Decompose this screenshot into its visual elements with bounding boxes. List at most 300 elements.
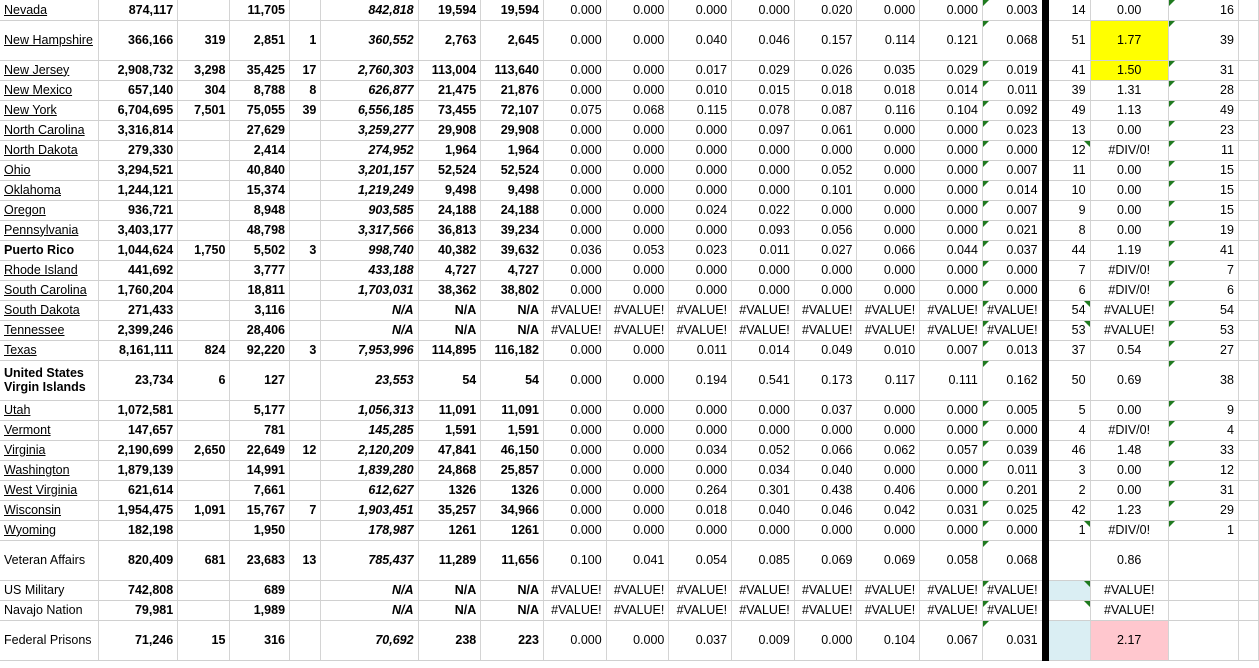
cell-rate-1: 0.000 bbox=[543, 180, 606, 200]
cell-spacer bbox=[1238, 260, 1258, 280]
cell-rate-3: 0.000 bbox=[669, 280, 732, 300]
cell-ratio: #VALUE! bbox=[1090, 320, 1168, 340]
row-label-navajo-nation: Navajo Nation bbox=[0, 600, 98, 620]
table-row[interactable] bbox=[0, 540, 1259, 580]
cell-total-tests: 71,246 bbox=[98, 620, 177, 660]
row-label-new-york[interactable]: New York bbox=[0, 100, 98, 120]
cell-col5-italic: 3,317,566 bbox=[321, 220, 418, 240]
cell-col7: 19,594 bbox=[481, 0, 544, 20]
cell-col5-italic: N/A bbox=[321, 600, 418, 620]
cell-col5-italic: 1,056,313 bbox=[321, 400, 418, 420]
cell-rank bbox=[1045, 600, 1090, 620]
cell-rate-2: 0.000 bbox=[606, 420, 669, 440]
cell-rate-3: 0.000 bbox=[669, 120, 732, 140]
cell-col7: 2,645 bbox=[481, 20, 544, 60]
row-label-oklahoma[interactable]: Oklahoma bbox=[0, 180, 98, 200]
cell-rate-4: 0.541 bbox=[732, 360, 795, 400]
cell-ratio: 0.54 bbox=[1090, 340, 1168, 360]
row-label-tennessee[interactable]: Tennessee bbox=[0, 320, 98, 340]
table-row[interactable] bbox=[0, 60, 1259, 80]
cell-col6: 36,813 bbox=[418, 220, 481, 240]
table-row[interactable] bbox=[0, 220, 1259, 240]
cell-rate-1: 0.000 bbox=[543, 120, 606, 140]
cell-total-tests: 271,433 bbox=[98, 300, 177, 320]
cell-col2: 1,091 bbox=[178, 500, 230, 520]
cell-col2: 681 bbox=[178, 540, 230, 580]
table-row[interactable] bbox=[0, 440, 1259, 460]
cell-rate-1: 0.000 bbox=[543, 0, 606, 20]
cell-rate-2: 0.000 bbox=[606, 160, 669, 180]
row-label-north-carolina[interactable]: North Carolina bbox=[0, 120, 98, 140]
cell-spacer bbox=[1238, 620, 1258, 660]
cell-rate-4: 0.301 bbox=[732, 480, 795, 500]
cell-rate-2: #VALUE! bbox=[606, 600, 669, 620]
cell-ratio: #DIV/0! bbox=[1090, 140, 1168, 160]
row-label-washington[interactable]: Washington bbox=[0, 460, 98, 480]
cell-spacer bbox=[1238, 100, 1258, 120]
cell-rank: 6 bbox=[1045, 280, 1090, 300]
cell-col4 bbox=[290, 600, 321, 620]
table-row[interactable] bbox=[0, 620, 1259, 660]
row-label-pennsylvania[interactable]: Pennsylvania bbox=[0, 220, 98, 240]
cell-rate-8: 0.068 bbox=[982, 20, 1045, 60]
table-row[interactable] bbox=[0, 120, 1259, 140]
row-label-new-hampshire[interactable]: New Hampshire bbox=[0, 20, 98, 60]
cell-col3: 22,649 bbox=[230, 440, 290, 460]
row-label-vermont[interactable]: Vermont bbox=[0, 420, 98, 440]
cell-spacer bbox=[1238, 300, 1258, 320]
cell-col3: 15,767 bbox=[230, 500, 290, 520]
cell-col5-italic: 3,259,277 bbox=[321, 120, 418, 140]
cell-col2: 319 bbox=[178, 20, 230, 60]
cell-last-rank: 9 bbox=[1168, 400, 1238, 420]
cell-total-tests: 2,908,732 bbox=[98, 60, 177, 80]
cell-rate-6: 0.000 bbox=[857, 460, 920, 480]
row-label-utah[interactable]: Utah bbox=[0, 400, 98, 420]
cell-rate-2: 0.000 bbox=[606, 120, 669, 140]
cell-ratio: 0.86 bbox=[1090, 540, 1168, 580]
cell-rate-4: #VALUE! bbox=[732, 580, 795, 600]
cell-col3: 35,425 bbox=[230, 60, 290, 80]
cell-rate-7: 0.000 bbox=[920, 460, 983, 480]
cell-spacer bbox=[1238, 140, 1258, 160]
row-label-new-jersey[interactable]: New Jersey bbox=[0, 60, 98, 80]
cell-rate-6: 0.116 bbox=[857, 100, 920, 120]
cell-col6: 114,895 bbox=[418, 340, 481, 360]
cell-rate-7: 0.067 bbox=[920, 620, 983, 660]
table-row[interactable] bbox=[0, 180, 1259, 200]
cell-spacer bbox=[1238, 600, 1258, 620]
row-label-south-carolina[interactable]: South Carolina bbox=[0, 280, 98, 300]
table-row[interactable] bbox=[0, 500, 1259, 520]
cell-rate-5: 0.061 bbox=[794, 120, 857, 140]
cell-col2 bbox=[178, 300, 230, 320]
table-row[interactable] bbox=[0, 520, 1259, 540]
table-row[interactable] bbox=[0, 300, 1259, 320]
cell-spacer bbox=[1238, 460, 1258, 480]
cell-rate-3: 0.000 bbox=[669, 260, 732, 280]
table-row[interactable] bbox=[0, 80, 1259, 100]
cell-rate-6: 0.000 bbox=[857, 400, 920, 420]
cell-col2: 304 bbox=[178, 80, 230, 100]
cell-rate-8: 0.011 bbox=[982, 80, 1045, 100]
cell-rate-4: 0.040 bbox=[732, 500, 795, 520]
cell-col6: 1261 bbox=[418, 520, 481, 540]
cell-rate-5: 0.056 bbox=[794, 220, 857, 240]
cell-col6: 1326 bbox=[418, 480, 481, 500]
cell-rate-7: 0.007 bbox=[920, 340, 983, 360]
cell-col6: 29,908 bbox=[418, 120, 481, 140]
table-row[interactable] bbox=[0, 140, 1259, 160]
cell-col7: 21,876 bbox=[481, 80, 544, 100]
cell-rate-2: 0.000 bbox=[606, 460, 669, 480]
table-row[interactable] bbox=[0, 280, 1259, 300]
table-row[interactable] bbox=[0, 20, 1259, 60]
cell-col5-italic: 1,839,280 bbox=[321, 460, 418, 480]
cell-rate-1: #VALUE! bbox=[543, 600, 606, 620]
cell-rate-8: #VALUE! bbox=[982, 300, 1045, 320]
cell-rate-1: 0.000 bbox=[543, 260, 606, 280]
cell-rate-7: 0.000 bbox=[920, 480, 983, 500]
cell-col4: 3 bbox=[290, 240, 321, 260]
row-label-oregon[interactable]: Oregon bbox=[0, 200, 98, 220]
cell-rate-2: 0.000 bbox=[606, 220, 669, 240]
cell-rate-8: 0.021 bbox=[982, 220, 1045, 240]
cell-rate-2: 0.000 bbox=[606, 260, 669, 280]
cell-rate-4: 0.000 bbox=[732, 0, 795, 20]
cell-col4 bbox=[290, 460, 321, 480]
cell-rate-4: 0.034 bbox=[732, 460, 795, 480]
table-row[interactable] bbox=[0, 340, 1259, 360]
cell-col5-italic: N/A bbox=[321, 580, 418, 600]
cell-col7: 54 bbox=[481, 360, 544, 400]
cell-rate-5: 0.101 bbox=[794, 180, 857, 200]
cell-rate-4: #VALUE! bbox=[732, 320, 795, 340]
cell-rate-6: 0.104 bbox=[857, 620, 920, 660]
cell-rate-6: 0.035 bbox=[857, 60, 920, 80]
cell-col2: 824 bbox=[178, 340, 230, 360]
cell-rank: 10 bbox=[1045, 180, 1090, 200]
cell-spacer bbox=[1238, 220, 1258, 240]
cell-rate-4: 0.052 bbox=[732, 440, 795, 460]
cell-last-rank: 23 bbox=[1168, 120, 1238, 140]
cell-col3: 8,948 bbox=[230, 200, 290, 220]
cell-rank: 11 bbox=[1045, 160, 1090, 180]
cell-rank: 42 bbox=[1045, 500, 1090, 520]
cell-last-rank bbox=[1168, 580, 1238, 600]
cell-col6: 11,289 bbox=[418, 540, 481, 580]
cell-col2 bbox=[178, 400, 230, 420]
cell-col4 bbox=[290, 260, 321, 280]
cell-last-rank: 31 bbox=[1168, 480, 1238, 500]
table-row[interactable] bbox=[0, 480, 1259, 500]
cell-rate-8: 0.013 bbox=[982, 340, 1045, 360]
cell-last-rank: 4 bbox=[1168, 420, 1238, 440]
row-label-wisconsin[interactable]: Wisconsin bbox=[0, 500, 98, 520]
cell-rate-7: 0.000 bbox=[920, 420, 983, 440]
cell-col4 bbox=[290, 580, 321, 600]
cell-last-rank: 49 bbox=[1168, 100, 1238, 120]
cell-rate-6: #VALUE! bbox=[857, 600, 920, 620]
cell-rate-6: 0.114 bbox=[857, 20, 920, 60]
cell-spacer bbox=[1238, 120, 1258, 140]
cell-total-tests: 1,954,475 bbox=[98, 500, 177, 520]
cell-total-tests: 3,316,814 bbox=[98, 120, 177, 140]
cell-rate-6: 0.117 bbox=[857, 360, 920, 400]
cell-ratio: #VALUE! bbox=[1090, 300, 1168, 320]
cell-total-tests: 936,721 bbox=[98, 200, 177, 220]
cell-rate-7: 0.000 bbox=[920, 520, 983, 540]
row-label-united-states-virgin-islands: United States Virgin Islands bbox=[0, 360, 98, 400]
cell-rate-6: 0.000 bbox=[857, 260, 920, 280]
cell-rate-5: 0.000 bbox=[794, 420, 857, 440]
table-row[interactable] bbox=[0, 360, 1259, 400]
cell-col7: 39,632 bbox=[481, 240, 544, 260]
cell-rate-5: 0.087 bbox=[794, 100, 857, 120]
cell-rate-7: 0.111 bbox=[920, 360, 983, 400]
cell-last-rank: 31 bbox=[1168, 60, 1238, 80]
table-row[interactable] bbox=[0, 420, 1259, 440]
cell-rank: 5 bbox=[1045, 400, 1090, 420]
cell-total-tests: 820,409 bbox=[98, 540, 177, 580]
cell-spacer bbox=[1238, 320, 1258, 340]
cell-last-rank bbox=[1168, 540, 1238, 580]
cell-rate-8: 0.023 bbox=[982, 120, 1045, 140]
cell-col4 bbox=[290, 480, 321, 500]
row-label-south-dakota[interactable]: South Dakota bbox=[0, 300, 98, 320]
cell-rate-7: 0.058 bbox=[920, 540, 983, 580]
cell-rate-8: 0.003 bbox=[982, 0, 1045, 20]
cell-ratio: 0.00 bbox=[1090, 0, 1168, 20]
cell-col4: 1 bbox=[290, 20, 321, 60]
cell-rate-4: 0.015 bbox=[732, 80, 795, 100]
cell-total-tests: 1,244,121 bbox=[98, 180, 177, 200]
row-label-rhode-island[interactable]: Rhode Island bbox=[0, 260, 98, 280]
row-label-west-virginia[interactable]: West Virginia bbox=[0, 480, 98, 500]
table-row[interactable] bbox=[0, 0, 1259, 20]
row-label-wyoming[interactable]: Wyoming bbox=[0, 520, 98, 540]
cell-col6: 19,594 bbox=[418, 0, 481, 20]
row-label-ohio[interactable]: Ohio bbox=[0, 160, 98, 180]
cell-col3: 5,177 bbox=[230, 400, 290, 420]
cell-col3: 27,629 bbox=[230, 120, 290, 140]
cell-rate-3: 0.040 bbox=[669, 20, 732, 60]
cell-rate-5: 0.000 bbox=[794, 200, 857, 220]
cell-rank: 4 bbox=[1045, 420, 1090, 440]
cell-rank: 8 bbox=[1045, 220, 1090, 240]
cell-rate-6: 0.406 bbox=[857, 480, 920, 500]
cell-rate-4: 0.097 bbox=[732, 120, 795, 140]
cell-col4 bbox=[290, 620, 321, 660]
cell-col4 bbox=[290, 400, 321, 420]
cell-last-rank: 53 bbox=[1168, 320, 1238, 340]
cell-rate-6: 0.062 bbox=[857, 440, 920, 460]
cell-col7: 72,107 bbox=[481, 100, 544, 120]
cell-rate-1: 0.000 bbox=[543, 200, 606, 220]
cell-rate-2: #VALUE! bbox=[606, 320, 669, 340]
cell-rank: 13 bbox=[1045, 120, 1090, 140]
table-row[interactable] bbox=[0, 460, 1259, 480]
cell-rate-6: 0.000 bbox=[857, 280, 920, 300]
cell-col6: 21,475 bbox=[418, 80, 481, 100]
cell-rate-6: 0.000 bbox=[857, 140, 920, 160]
cell-rate-8: 0.000 bbox=[982, 280, 1045, 300]
cell-col6: 24,868 bbox=[418, 460, 481, 480]
cell-col5-italic: 903,585 bbox=[321, 200, 418, 220]
cell-last-rank: 29 bbox=[1168, 500, 1238, 520]
cell-rate-7: 0.000 bbox=[920, 280, 983, 300]
cell-ratio: 0.00 bbox=[1090, 480, 1168, 500]
cell-col4 bbox=[290, 520, 321, 540]
cell-rate-3: 0.011 bbox=[669, 340, 732, 360]
cell-rate-7: 0.104 bbox=[920, 100, 983, 120]
cell-rate-7: 0.000 bbox=[920, 160, 983, 180]
cell-last-rank: 15 bbox=[1168, 160, 1238, 180]
cell-last-rank: 28 bbox=[1168, 80, 1238, 100]
cell-rank: 1 bbox=[1045, 520, 1090, 540]
cell-rate-7: 0.031 bbox=[920, 500, 983, 520]
cell-ratio: 1.31 bbox=[1090, 80, 1168, 100]
cell-rate-4: 0.000 bbox=[732, 160, 795, 180]
table-row[interactable] bbox=[0, 400, 1259, 420]
cell-total-tests: 366,166 bbox=[98, 20, 177, 60]
cell-rate-6: 0.000 bbox=[857, 120, 920, 140]
cell-total-tests: 441,692 bbox=[98, 260, 177, 280]
cell-rate-1: #VALUE! bbox=[543, 580, 606, 600]
cell-rate-8: 0.000 bbox=[982, 520, 1045, 540]
cell-ratio: 1.50 bbox=[1090, 60, 1168, 80]
cell-col5-italic: 433,188 bbox=[321, 260, 418, 280]
table-row[interactable] bbox=[0, 160, 1259, 180]
cell-last-rank: 41 bbox=[1168, 240, 1238, 260]
cell-rate-3: 0.000 bbox=[669, 520, 732, 540]
cell-rate-6: #VALUE! bbox=[857, 580, 920, 600]
cell-ratio: 0.00 bbox=[1090, 220, 1168, 240]
cell-spacer bbox=[1238, 20, 1258, 60]
cell-rank: 3 bbox=[1045, 460, 1090, 480]
cell-rate-5: 0.037 bbox=[794, 400, 857, 420]
cell-col4 bbox=[290, 160, 321, 180]
cell-rate-1: 0.000 bbox=[543, 400, 606, 420]
cell-col4: 13 bbox=[290, 540, 321, 580]
cell-col3: 689 bbox=[230, 580, 290, 600]
cell-rate-8: 0.000 bbox=[982, 260, 1045, 280]
row-label-new-mexico[interactable]: New Mexico bbox=[0, 80, 98, 100]
cell-spacer bbox=[1238, 240, 1258, 260]
cell-rate-4: 0.014 bbox=[732, 340, 795, 360]
cell-spacer bbox=[1238, 60, 1258, 80]
cell-rate-8: #VALUE! bbox=[982, 320, 1045, 340]
cell-rate-7: 0.000 bbox=[920, 120, 983, 140]
cell-rate-3: 0.000 bbox=[669, 400, 732, 420]
cell-col7: 38,802 bbox=[481, 280, 544, 300]
table-row[interactable] bbox=[0, 240, 1259, 260]
cell-rank: 49 bbox=[1045, 100, 1090, 120]
cell-col7: 11,656 bbox=[481, 540, 544, 580]
cell-rate-6: 0.069 bbox=[857, 540, 920, 580]
cell-rate-2: 0.000 bbox=[606, 60, 669, 80]
cell-rate-8: 0.068 bbox=[982, 540, 1045, 580]
row-label-texas[interactable]: Texas bbox=[0, 340, 98, 360]
cell-total-tests: 147,657 bbox=[98, 420, 177, 440]
cell-rank: 44 bbox=[1045, 240, 1090, 260]
cell-rate-5: 0.052 bbox=[794, 160, 857, 180]
row-label-us-military: US Military bbox=[0, 580, 98, 600]
cell-rate-3: #VALUE! bbox=[669, 300, 732, 320]
cell-rank bbox=[1045, 540, 1090, 580]
cell-rate-8: 0.092 bbox=[982, 100, 1045, 120]
cell-col6: 1,591 bbox=[418, 420, 481, 440]
cell-ratio: #VALUE! bbox=[1090, 580, 1168, 600]
cell-col3: 1,950 bbox=[230, 520, 290, 540]
cell-rate-4: 0.000 bbox=[732, 400, 795, 420]
cell-spacer bbox=[1238, 520, 1258, 540]
row-label-virginia[interactable]: Virginia bbox=[0, 440, 98, 460]
cell-col3: 18,811 bbox=[230, 280, 290, 300]
cell-rate-2: 0.000 bbox=[606, 340, 669, 360]
cell-col7: 1326 bbox=[481, 480, 544, 500]
cell-col2: 6 bbox=[178, 360, 230, 400]
table-row[interactable] bbox=[0, 100, 1259, 120]
cell-col4: 7 bbox=[290, 500, 321, 520]
cell-col3: 3,116 bbox=[230, 300, 290, 320]
cell-rate-1: 0.000 bbox=[543, 60, 606, 80]
row-label-north-dakota[interactable]: North Dakota bbox=[0, 140, 98, 160]
cell-rate-1: 0.000 bbox=[543, 340, 606, 360]
cell-col5-italic: 785,437 bbox=[321, 540, 418, 580]
cell-spacer bbox=[1238, 500, 1258, 520]
cell-spacer bbox=[1238, 580, 1258, 600]
table-row[interactable] bbox=[0, 320, 1259, 340]
table-row[interactable] bbox=[0, 580, 1259, 600]
cell-rate-2: 0.000 bbox=[606, 480, 669, 500]
cell-rate-1: 0.000 bbox=[543, 140, 606, 160]
cell-rank: 50 bbox=[1045, 360, 1090, 400]
cell-col3: 75,055 bbox=[230, 100, 290, 120]
table-row[interactable] bbox=[0, 260, 1259, 280]
cell-col5-italic: 1,219,249 bbox=[321, 180, 418, 200]
cell-col2: 15 bbox=[178, 620, 230, 660]
cell-col7: N/A bbox=[481, 600, 544, 620]
cell-rate-6: 0.000 bbox=[857, 180, 920, 200]
cell-rate-1: 0.000 bbox=[543, 460, 606, 480]
cell-last-rank bbox=[1168, 620, 1238, 660]
cell-rate-6: #VALUE! bbox=[857, 300, 920, 320]
cell-rate-8: 0.025 bbox=[982, 500, 1045, 520]
table-row[interactable] bbox=[0, 600, 1259, 620]
cell-col2 bbox=[178, 120, 230, 140]
cell-col5-italic: 612,627 bbox=[321, 480, 418, 500]
row-label-nevada[interactable]: Nevada bbox=[0, 0, 98, 20]
cell-rate-5: 0.049 bbox=[794, 340, 857, 360]
cell-rate-4: 0.093 bbox=[732, 220, 795, 240]
cell-col2 bbox=[178, 460, 230, 480]
cell-rate-6: 0.018 bbox=[857, 80, 920, 100]
cell-col5-italic: 178,987 bbox=[321, 520, 418, 540]
cell-rate-8: 0.019 bbox=[982, 60, 1045, 80]
cell-rate-3: 0.000 bbox=[669, 180, 732, 200]
cell-col6: 113,004 bbox=[418, 60, 481, 80]
table-row[interactable] bbox=[0, 200, 1259, 220]
cell-col7: 1261 bbox=[481, 520, 544, 540]
cell-rate-2: 0.000 bbox=[606, 80, 669, 100]
cell-rate-7: 0.121 bbox=[920, 20, 983, 60]
cell-rate-6: 0.000 bbox=[857, 520, 920, 540]
cell-rate-1: 0.000 bbox=[543, 220, 606, 240]
cell-rate-1: 0.000 bbox=[543, 280, 606, 300]
cell-col4 bbox=[290, 320, 321, 340]
cell-rate-8: 0.039 bbox=[982, 440, 1045, 460]
